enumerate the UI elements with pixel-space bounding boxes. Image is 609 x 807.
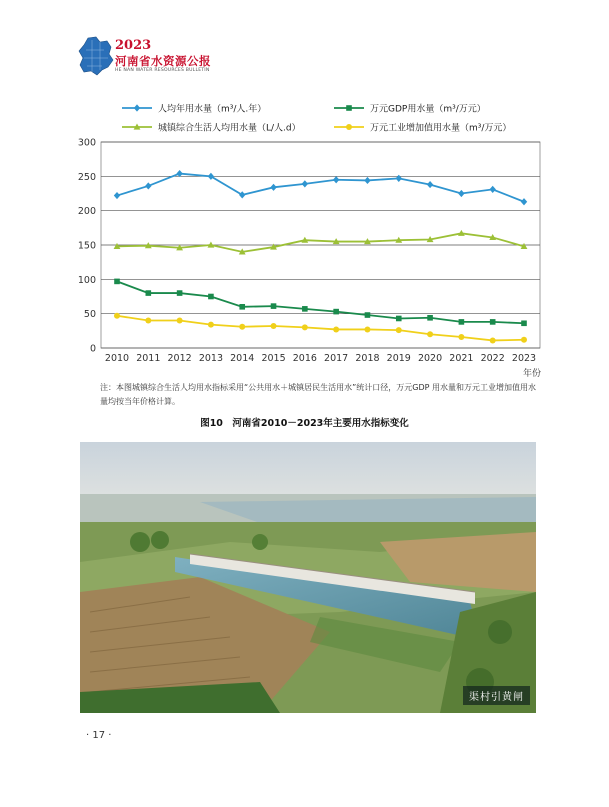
y-tick-label: 0 [89,343,96,355]
photo-label: 渠村引黄闸 [463,686,530,705]
x-tick-label: 2023 [511,353,537,364]
data-point [271,323,277,329]
data-point [346,124,352,130]
x-tick-label: 2016 [292,353,317,364]
data-point [145,182,151,189]
data-point [114,279,120,285]
data-point [302,180,308,187]
data-point [490,337,496,343]
data-point [302,324,308,330]
chart-grid [101,142,540,348]
data-point [270,184,276,191]
y-tick-label: 250 [77,171,96,183]
y-tick-label: 50 [83,309,96,321]
data-point [521,337,527,343]
data-point [302,306,308,312]
data-point [239,324,245,330]
series-line [117,174,524,202]
data-point [427,181,433,188]
data-point [459,319,465,325]
data-point [521,320,527,326]
data-point [396,327,402,333]
x-tick-label: 2017 [324,353,349,364]
chart-axes [78,138,541,380]
y-tick-label: 300 [77,137,96,149]
data-point [239,304,245,310]
data-point [114,192,120,199]
report-header [78,36,278,80]
data-point [396,316,402,322]
x-tick-label: 2010 [104,353,130,364]
data-point [346,105,352,111]
data-point [490,319,496,325]
data-point [364,326,370,332]
report-subtitle: HE NAN WATER RESOURCES BULLETIN [115,68,210,73]
data-point [458,334,464,340]
legend-label: 人均年用水量（m³/人.年） [158,104,267,115]
x-tick-label: 2019 [386,353,411,364]
x-tick-label: 2022 [480,353,505,364]
water-use-indicator-chart [66,94,546,380]
data-point [521,198,527,205]
chart-note: 注：本图城镇综合生活人均用水指标采用“公共用水＋城镇居民生活用水”统计口径，万元GDP 用水量和万元工业增加值用水量均按当年价格计算。 [100,383,537,406]
legend-label: 万元工业增加值用水量（m³/万元） [370,123,512,134]
data-point [458,190,464,197]
x-tick-label: 2014 [230,353,255,364]
data-point [177,290,183,296]
x-tick-label: 2015 [261,353,286,364]
data-point [208,322,214,328]
sluice-gate-photo [80,442,536,713]
x-tick-label: 2018 [355,353,380,364]
x-tick-label: 2020 [417,353,443,364]
data-point [333,309,339,315]
data-point [145,318,151,324]
henan-map-logo [78,36,114,76]
data-point [114,313,120,319]
data-point [365,312,371,318]
y-tick-label: 200 [77,206,96,218]
data-point [271,303,277,309]
chart-legend [122,103,511,134]
data-point [396,175,402,182]
x-tick-label: 2021 [449,353,474,364]
data-point [427,331,433,337]
data-point [134,104,140,111]
data-point [239,191,245,198]
data-point [208,294,214,300]
legend-label: 万元GDP用水量（m³/万元） [370,104,486,115]
data-point [364,177,370,184]
data-point [333,326,339,332]
data-point [208,173,214,180]
series-line [117,281,524,323]
report-title: 河南省水资源公报 [115,54,211,68]
data-point [146,290,152,296]
x-tick-label: 2013 [198,353,224,364]
figure-caption: 图10 河南省2010－2023年主要用水指标变化 [200,418,409,429]
legend-label: 城镇综合生活人均用水量（L/人.d） [158,123,301,134]
y-tick-label: 150 [77,240,96,252]
x-tick-label: 2012 [167,353,192,364]
data-point [427,315,433,321]
y-tick-label: 100 [77,274,96,286]
page-number: · 17 · [86,730,112,741]
data-point [333,176,339,183]
data-point [177,318,183,324]
aerial-landscape-image [80,442,536,713]
chart-series [114,170,528,343]
x-axis-label: 年份 [522,369,542,379]
report-year: 2023 [115,38,152,53]
x-tick-label: 2011 [136,353,161,364]
data-point [489,186,495,193]
